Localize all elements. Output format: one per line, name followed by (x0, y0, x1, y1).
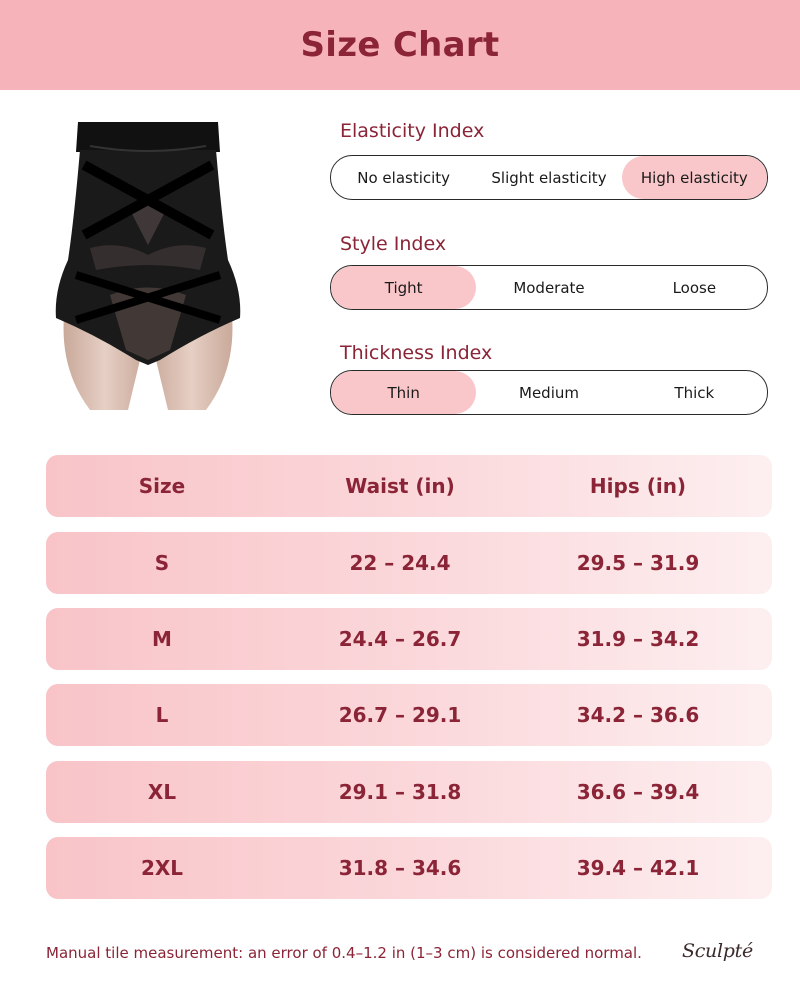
elasticity-option-slight: Slight elasticity (491, 168, 607, 187)
table-row (46, 532, 772, 594)
elasticity-index-title: Elasticity Index (340, 120, 485, 142)
thickness-option-thick: Thick (674, 383, 715, 402)
waist-cell: 31.8 – 34.6 (338, 856, 462, 880)
size-cell: XL (147, 780, 177, 804)
style-option-moderate: Moderate (513, 278, 585, 297)
style-option-tight: Tight (331, 266, 476, 309)
size-cell: S (154, 551, 170, 575)
hips-cell: 39.4 – 42.1 (576, 856, 700, 880)
measurement-note: Manual tile measurement: an error of 0.4–1.2 in (1–3 cm) is considered normal. (46, 944, 642, 962)
column-header-size: Size (138, 474, 186, 498)
elasticity-option-high: High elasticity (622, 156, 767, 199)
column-header-waist: Waist (in) (345, 474, 455, 498)
table-row (46, 837, 772, 899)
product-image (50, 120, 246, 410)
table-row (46, 684, 772, 746)
waist-cell: 29.1 – 31.8 (338, 780, 462, 804)
style-index-selector (330, 265, 768, 310)
waist-cell: 26.7 – 29.1 (338, 703, 462, 727)
waist-cell: 22 – 24.4 (349, 551, 451, 575)
thickness-option-medium: Medium (519, 383, 579, 402)
elasticity-index-selector (330, 155, 768, 200)
waist-cell: 24.4 – 26.7 (338, 627, 462, 651)
hips-cell: 29.5 – 31.9 (576, 551, 700, 575)
page-title: Size Chart (300, 25, 500, 65)
table-row (46, 761, 772, 823)
size-cell: 2XL (140, 856, 184, 880)
style-option-loose: Loose (672, 278, 717, 297)
size-table-header (46, 455, 772, 517)
hips-cell: 31.9 – 34.2 (576, 627, 700, 651)
size-cell: L (155, 703, 169, 727)
header-banner (0, 0, 800, 90)
size-cell: M (152, 627, 172, 651)
hips-cell: 34.2 – 36.6 (576, 703, 700, 727)
thickness-index-title: Thickness Index (340, 342, 493, 364)
table-row (46, 608, 772, 670)
thickness-option-thin: Thin (331, 371, 476, 414)
style-index-title: Style Index (340, 233, 447, 255)
thickness-index-selector (330, 370, 768, 415)
brand-logo: Sculpté (682, 940, 753, 962)
column-header-hips: Hips (in) (589, 474, 687, 498)
hips-cell: 36.6 – 39.4 (576, 780, 700, 804)
elasticity-option-none: No elasticity (357, 168, 451, 187)
